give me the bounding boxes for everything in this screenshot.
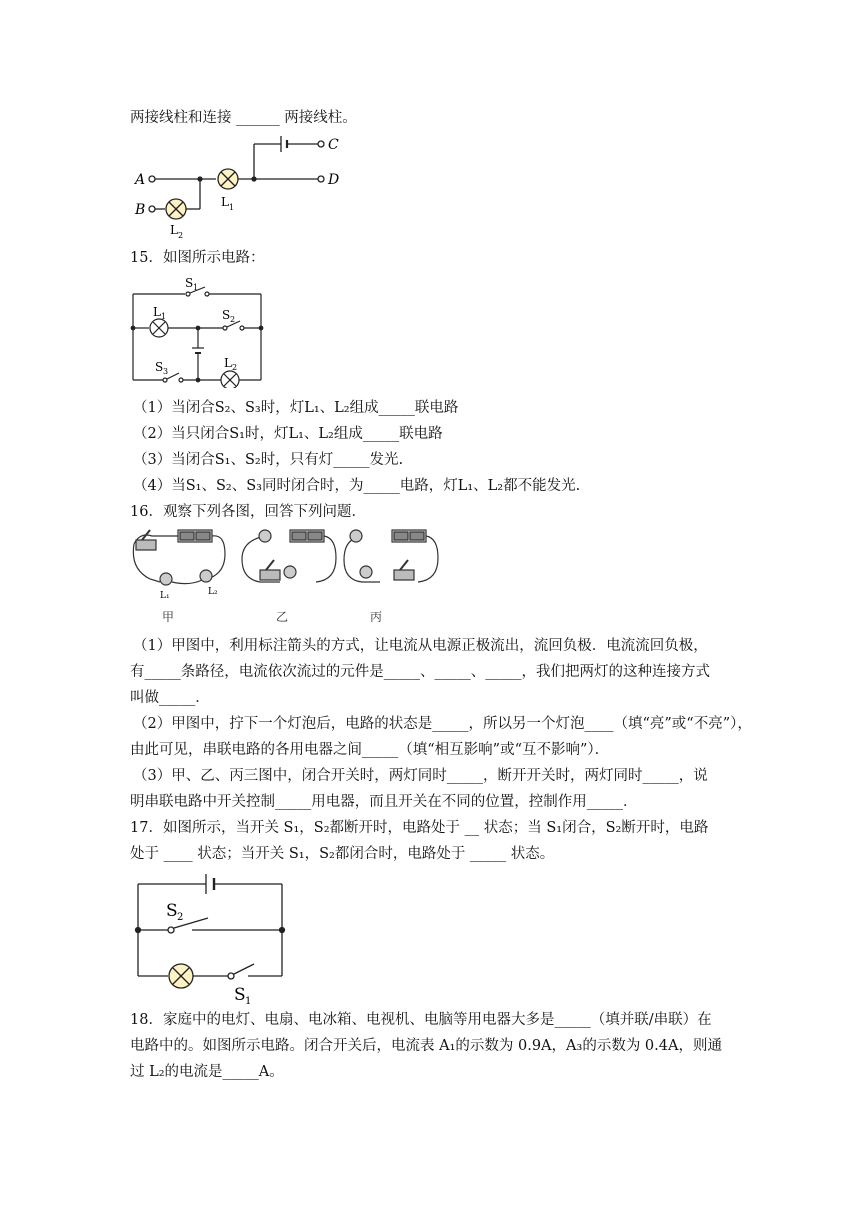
- q15-circuit-diagram: [130, 274, 270, 388]
- q17-label-s1-sub: 1: [245, 996, 252, 1007]
- q17-line-2: 处于 ____ 状态；当开关 S₁，S₂都闭合时，电路处于 _____ 状态。: [130, 846, 555, 862]
- q15-label-s3: S: [155, 360, 164, 374]
- q16-line-7: 明串联电路中开关控制_____用电器，而且开关在不同的位置，控制作用_____．: [130, 794, 638, 810]
- q16-stem: 16．观察下列各图，回答下列问题．: [130, 504, 366, 520]
- q16-line-6: （3）甲、乙、丙三图中，闭合开关时，两灯同时_____，断开开关时，两灯同时_____，说: [133, 768, 708, 784]
- q17-label-s2: S: [166, 901, 178, 921]
- q15-label-l2-sub: 2: [232, 363, 238, 372]
- q15-stem: 15．如图所示电路：: [130, 250, 265, 266]
- q14-circuit-diagram: [130, 132, 350, 242]
- q16-caption-jia: 甲: [162, 610, 175, 624]
- q14-label-l1: L: [221, 195, 229, 209]
- q15-label-s2: S: [222, 308, 231, 322]
- q18-line-2: 电路中的。如图所示电路。闭合开关后，电流表 A₁的示数为 0.9A，A₃的示数为 0.4A，则通: [130, 1038, 722, 1054]
- q16-line-3: 叫做_____．: [130, 690, 210, 706]
- q18-line-1: 18．家庭中的电灯、电扇、电冰箱、电视机、电脑等用电器大多是_____（填并联/串联）在: [130, 1012, 712, 1028]
- q16-line-4: （2）甲图中，拧下一个灯泡后，电路的状态是_____，所以另一个灯泡____（填“亮”或“不亮”），: [133, 716, 752, 732]
- q15-label-s3-sub: 3: [163, 367, 169, 376]
- q16-label-l2: L₂: [208, 587, 218, 597]
- q15-item-4: （4）当S₁、S₂、S₃同时闭合时，为_____电路，灯L₁、L₂都不能发光.: [133, 478, 581, 494]
- q14-label-a: A: [135, 172, 146, 188]
- q15-item-2: （2）当只闭合S₁时，灯L₁、L₂组成_____联电路: [133, 426, 443, 442]
- q15-label-s1-sub: 1: [193, 283, 199, 292]
- q14-label-l2: L: [170, 223, 178, 237]
- q16-circuit-photos: [130, 524, 450, 604]
- q16-line-2: 有_____条路径，电流依次流过的元件是_____、_____、_____，我们把两灯的这种连接方式: [130, 664, 710, 680]
- q15-label-l2: L: [224, 356, 232, 370]
- q17-circuit-diagram: [130, 868, 290, 1008]
- q15-item-1: （1）当闭合S₂、S₃时，灯L₁、L₂组成_____联电路: [133, 400, 459, 416]
- q14-label-d: D: [328, 172, 340, 188]
- q17-label-s1: S: [234, 985, 246, 1005]
- q15-item-3: （3）当闭合S₁、S₂时，只有灯_____发光.: [133, 452, 404, 468]
- q18-line-3: 过 L₂的电流是_____A。: [130, 1064, 284, 1080]
- q15-label-l1-sub: 1: [161, 312, 167, 321]
- q14-label-b: B: [135, 202, 146, 218]
- q15-label-s1: S: [185, 276, 194, 290]
- q16-caption-bing: 丙: [370, 610, 383, 624]
- q14-tail-text: 两接线柱和连接 ______ 两接线柱。: [130, 110, 357, 126]
- q16-label-l1: L₁: [160, 591, 170, 601]
- q14-label-c: C: [328, 137, 339, 153]
- q14-label-l2-sub: 2: [178, 231, 184, 240]
- q14-label-l1-sub: 1: [229, 203, 235, 212]
- q15-label-l1: L: [153, 305, 161, 319]
- q17-line-1: 17．如图所示，当开关 S₁，S₂都断开时，电路处于 __ 状态；当 S₁闭合，S₂断开时，电路: [130, 820, 709, 836]
- q15-label-s2-sub: 2: [230, 315, 236, 324]
- q16-line-1: （1）甲图中，利用标注箭头的方式，让电流从电源正极流出，流回负极．电流流回负极，: [133, 638, 708, 654]
- q16-line-5: 由此可见，串联电路的各用电器之间_____（填“相互影响”或“互不影响”）．: [130, 742, 610, 758]
- q16-caption-yi: 乙: [276, 610, 289, 624]
- q17-label-s2-sub: 2: [177, 912, 184, 923]
